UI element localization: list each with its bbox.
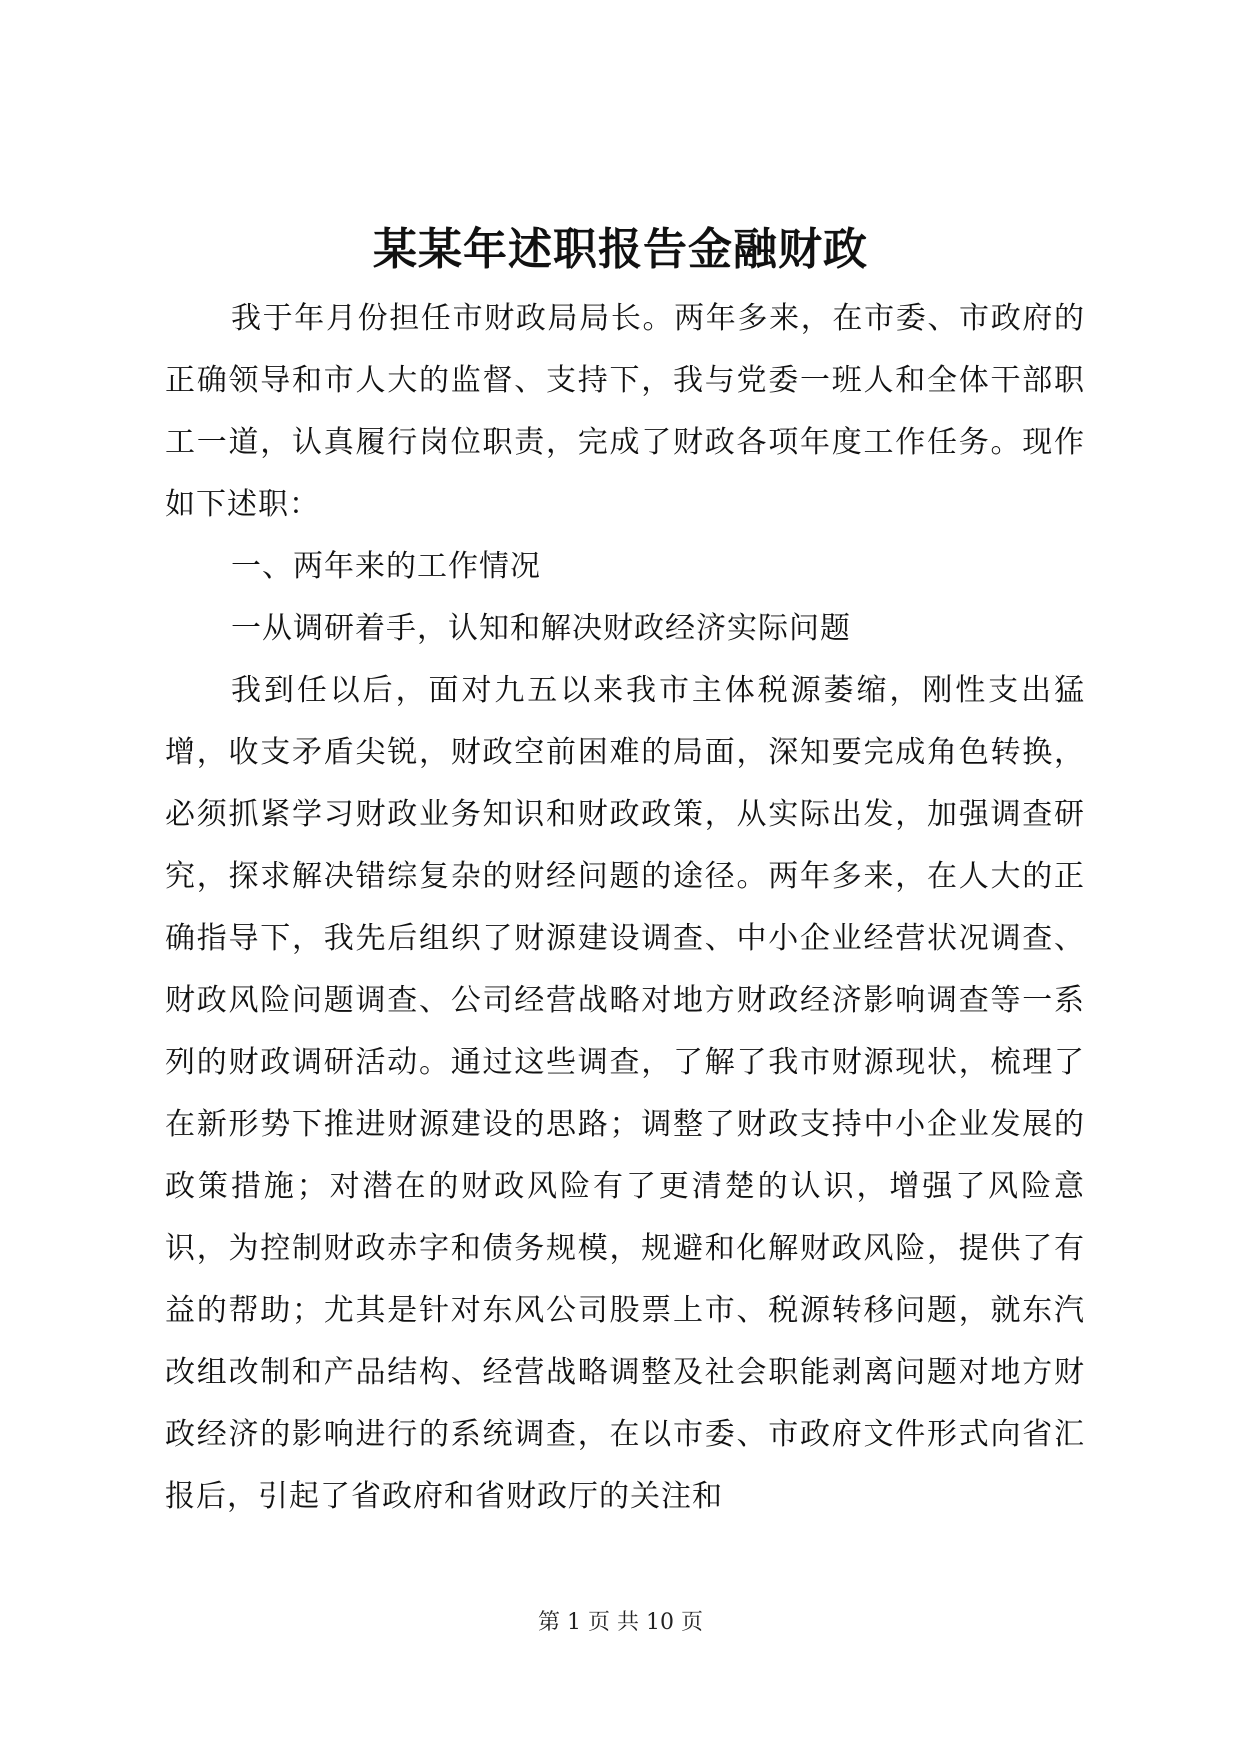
section-heading: 一、两年来的工作情况 — [231, 549, 541, 584]
subsection-heading: 一从调研着手，认知和解决财政经济实际问题 — [231, 611, 851, 646]
page-number: 第 1 页 共 10 页 — [538, 1610, 703, 1635]
document-body — [165, 288, 1085, 1528]
document-title: 某某年述职报告金融财政 — [373, 224, 868, 275]
paragraph-intro: 我于年月份担任市财政局局长。两年多来，在市委、市政府的正确领导和市人大的监督、支持下，我与党委一班人和全体干部职工一道，认真履行岗位职责，完成了财政各项年度工作任务。现作如下述职： — [165, 301, 1085, 522]
paragraph-research: 我到任以后，面对九五以来我市主体税源萎缩，刚性支出猛增，收支矛盾尖锐，财政空前困难的局面，深知要完成角色转换，必须抓紧学习财政业务知识和财政政策，从实际出发，加强调查研究，探求解决错综复杂的财经问题的途径。两年多来，在人大的正确指导下，我先后组织了财源建设调查、中小企业经营状况调查、财政风险问题调查、公司经营战略对地方财政经济影响调查等一系列的财政调研活动。通过这些调查，了解了我市财源现状，梳理了在新形势下推进财源建设的思路；调整了财政支持中小企业发展的政策措施；对潜在的财政风险有了更清楚的认识，增强了风险意识，为控制财政赤字和债务规模，规避和化解财政风险，提供了有益的帮助；尤其是针对东风公司股票上市、税源转移问题，就东汽改组改制和产品结构、经营战略调整及社会职能剥离问题对地方财政经济的影响进行的系统调查，在以市委、市政府文件形式向省汇报后，引起了省政府和省财政厅的关注和 — [165, 673, 1085, 1514]
